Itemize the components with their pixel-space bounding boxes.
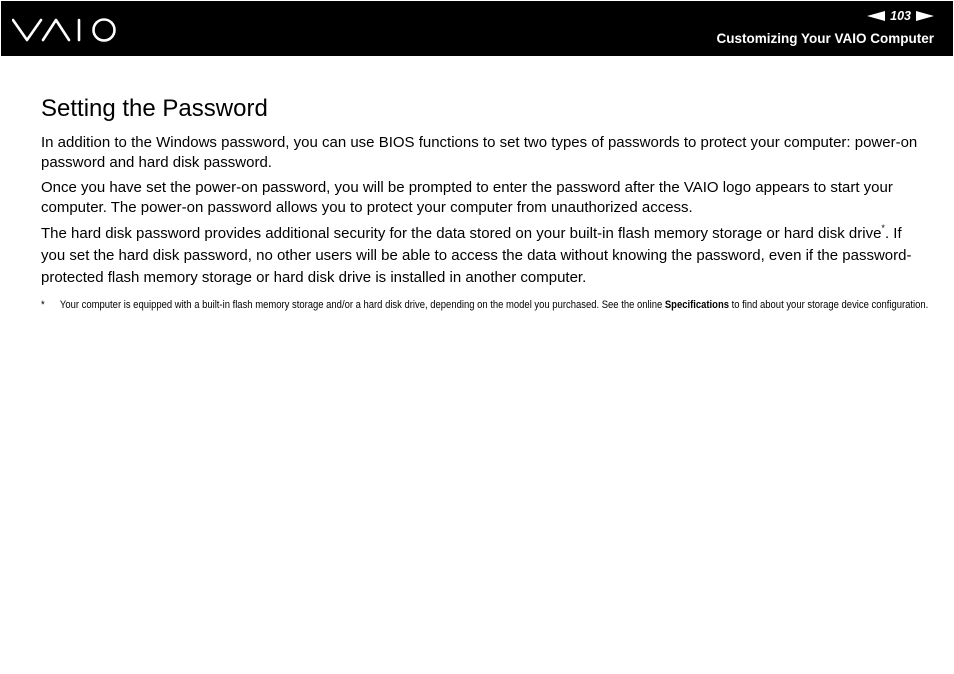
section-title: Customizing Your VAIO Computer	[716, 31, 934, 46]
footnote-text-b: to find about your storage device configuration.	[729, 299, 929, 311]
page-navigation	[867, 8, 934, 24]
header-bar	[1, 1, 953, 56]
previous-page-icon[interactable]	[867, 11, 885, 21]
footnote	[41, 297, 937, 313]
paragraph-power-on: Once you have set the power-on password, you will be prompted to enter the password after the VAIO logo appears to start your computer. The power-on password allows you to protect your computer from unauthorized access.	[41, 179, 893, 216]
footnote-mark: *	[41, 299, 45, 311]
main-content	[41, 92, 929, 313]
footnote-text-a: Your computer is equipped with a built-in flash memory storage and/or a hard disk drive, depending on the model you purchased. See the online	[59, 299, 665, 311]
next-page-icon[interactable]	[916, 11, 934, 21]
paragraph-intro: In addition to the Windows password, you can use BIOS functions to set two types of passwords to protect your computer: power-on password and hard disk password.	[41, 134, 918, 171]
page-number: 103	[890, 9, 911, 23]
paragraph-hard-disk-text-a: The hard disk password provides additional security for the data stored on your built-in flash memory storage or hard disk drive	[41, 225, 882, 242]
page-title: Setting the Password	[41, 95, 268, 122]
vaio-logo	[12, 16, 122, 44]
footnote-reference: *	[881, 223, 885, 233]
paragraph-hard-disk-text-b: . If you set the hard disk password, no other users will be able to access the data without knowing the password, even if the password-protected flash memory storage or hard disk drive is installed in another computer.	[41, 225, 912, 286]
paragraph-hard-disk	[41, 223, 921, 289]
specifications-link: Specifications	[664, 299, 729, 311]
